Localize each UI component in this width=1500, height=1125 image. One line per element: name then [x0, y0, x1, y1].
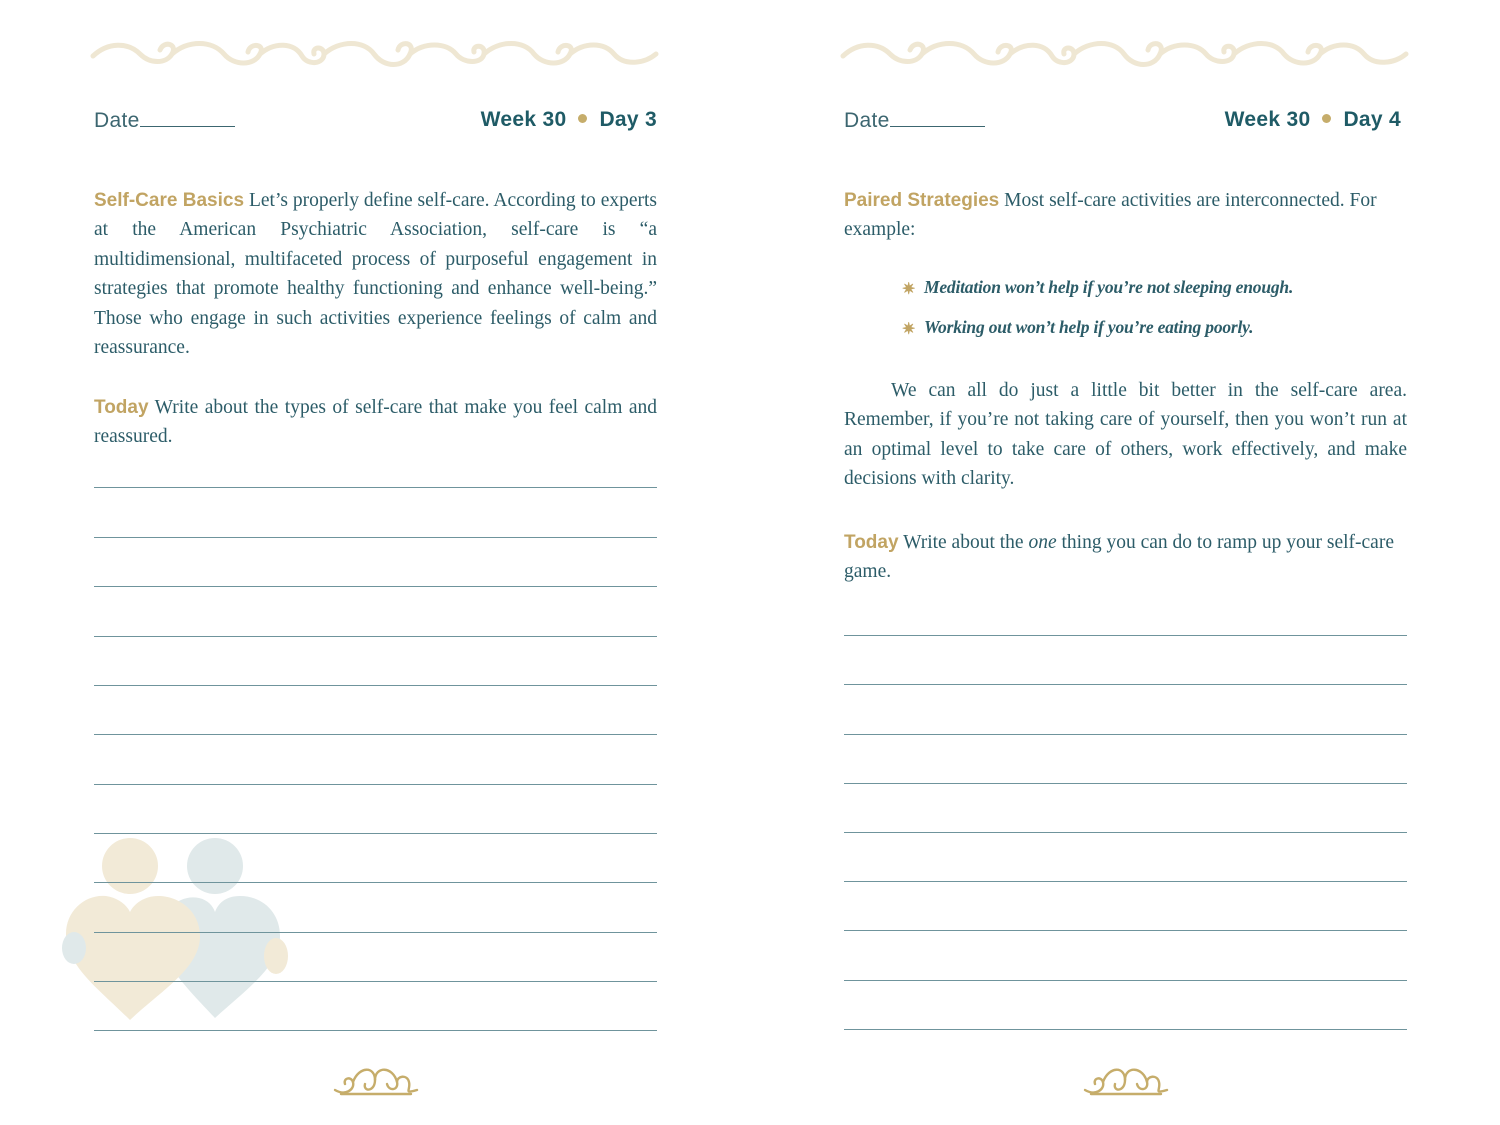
writing-line[interactable]: [94, 932, 657, 933]
writing-line[interactable]: [94, 734, 657, 735]
today-text: thing you can do to ramp up your self-care game.: [844, 532, 1394, 583]
section-paragraph: [94, 186, 657, 362]
today-label: Today: [94, 397, 149, 418]
writing-line[interactable]: [94, 537, 657, 538]
right-page: [750, 0, 1500, 1125]
day-label: Day 4: [1343, 108, 1401, 131]
flourish-ornament-bottom: [331, 1060, 421, 1100]
section-title: Paired Strategies: [844, 190, 1000, 211]
writing-line[interactable]: [94, 981, 657, 982]
paragraph-text: We can all do just a little bit better in the self-care area. Remember, if you’re not taking care of yourself, then you won’t run at an optimal level to take care of others, work effectively, and make decisions with clarity.: [844, 380, 1407, 490]
writing-line[interactable]: [94, 784, 657, 785]
date-label: Date: [94, 109, 140, 132]
day-label: Day 3: [599, 108, 657, 131]
writing-line[interactable]: [844, 881, 1407, 882]
date-field[interactable]: [94, 108, 235, 133]
week-label: Week 30: [480, 108, 567, 131]
section-text: Let’s properly define self-care. According to experts at the American Psychiatric Association, self-care is “a multidimensional, multifaceted process of purposeful engagement in strategies that promote healthy functioning and enhance well-being.” Those who engage in such activities experience feelings of calm and reassurance.: [94, 190, 658, 359]
week-day-label: [1225, 108, 1401, 132]
date-label: Date: [844, 109, 890, 132]
page-header: [94, 108, 657, 138]
bullet-item: [902, 317, 1253, 338]
section-title: Self-Care Basics: [94, 190, 245, 211]
today-prompt: [844, 528, 1407, 587]
bullet-text: Working out won’t help if you’re eating poorly.: [924, 317, 1254, 337]
writing-line[interactable]: [94, 833, 657, 834]
flourish-ornament-bottom: [1081, 1060, 1171, 1100]
week-day-label: [481, 108, 657, 132]
page-header: [844, 108, 1407, 138]
today-text-emphasis: one: [1028, 532, 1057, 553]
writing-line[interactable]: [844, 635, 1407, 636]
writing-line[interactable]: [844, 783, 1407, 784]
asterisk-bullet-icon: ✷: [902, 321, 916, 338]
writing-line[interactable]: [844, 980, 1407, 981]
writing-line[interactable]: [844, 1029, 1407, 1030]
scroll-ornament-top: [88, 34, 662, 74]
writing-line[interactable]: [94, 1030, 657, 1031]
writing-line[interactable]: [844, 930, 1407, 931]
today-label: Today: [844, 532, 899, 553]
date-field[interactable]: [844, 108, 985, 133]
writing-line[interactable]: [844, 734, 1407, 735]
hugging-hearts-icon: [62, 838, 290, 1024]
week-label: Week 30: [1224, 108, 1311, 131]
scroll-ornament-top: [838, 34, 1412, 74]
bullet-item: [902, 277, 1293, 298]
writing-line[interactable]: [94, 636, 657, 637]
writing-line[interactable]: [94, 586, 657, 587]
date-blank[interactable]: [140, 108, 235, 127]
separator-dot-icon: [578, 114, 587, 123]
today-text: Write about the: [903, 532, 1024, 553]
date-blank[interactable]: [890, 108, 985, 127]
asterisk-bullet-icon: ✷: [902, 281, 916, 298]
writing-line[interactable]: [844, 684, 1407, 685]
writing-line[interactable]: [94, 882, 657, 883]
writing-line[interactable]: [844, 832, 1407, 833]
today-text: Write about the types of self-care that make you feel calm and reassured.: [94, 397, 657, 448]
body-paragraph: [844, 376, 1407, 494]
today-prompt: [94, 393, 657, 452]
section-paragraph: [844, 186, 1410, 245]
bullet-text: Meditation won’t help if you’re not sleeping enough.: [924, 277, 1294, 297]
writing-line[interactable]: [94, 685, 657, 686]
writing-line[interactable]: [94, 487, 657, 488]
section-text: Most self-care activities are interconnected. For example:: [844, 190, 1377, 241]
separator-dot-icon: [1322, 114, 1331, 123]
